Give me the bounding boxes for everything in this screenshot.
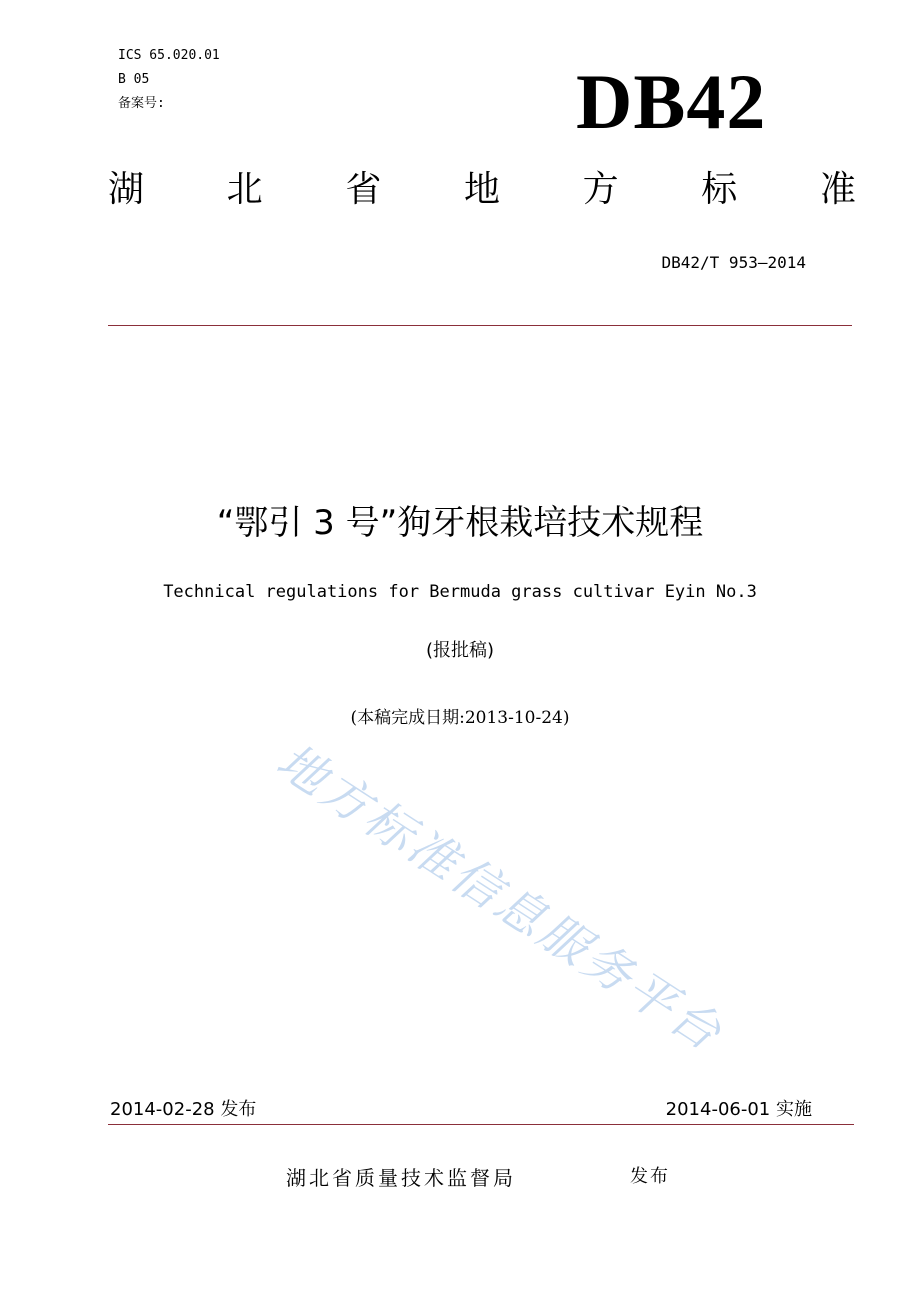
standard-type-char: 北 [226, 169, 263, 210]
standard-type-char: 方 [582, 169, 619, 210]
standard-type-heading [108, 168, 856, 212]
watermark-text: 地方标准信息服务平台 [266, 732, 734, 1064]
top-divider [108, 325, 852, 326]
ics-code: ICS 65.020.01 [118, 48, 220, 63]
standard-type-char: 准 [819, 169, 856, 210]
standard-type-char: 省 [345, 169, 382, 210]
document-title: “鄂引 3 号”狗牙根栽培技术规程 [216, 503, 704, 543]
effective-date: 2014-06-01 实施 [665, 1099, 812, 1120]
filing-number-label: 备案号: [118, 96, 165, 111]
standard-type-char: 地 [463, 169, 500, 210]
completion-date: (本稿完成日期:2013-10-24) [350, 708, 570, 728]
draft-status-label: (报批稿) [425, 640, 495, 661]
standard-type-char: 标 [701, 169, 738, 210]
issue-date: 2014-02-28 发布 [110, 1099, 257, 1120]
db-code-logo: DB42 [576, 58, 767, 145]
issuing-action: 发布 [630, 1166, 670, 1187]
issuing-authority: 湖北省质量技术监督局 [286, 1166, 516, 1190]
category-code: B 05 [118, 72, 150, 87]
standard-number: DB42/T 953—2014 [661, 253, 806, 272]
document-title-english: Technical regulations for Bermuda grass cultivar Eyin No.3 [163, 582, 757, 602]
standard-type-char: 湖 [108, 169, 145, 210]
bottom-divider [108, 1124, 854, 1125]
